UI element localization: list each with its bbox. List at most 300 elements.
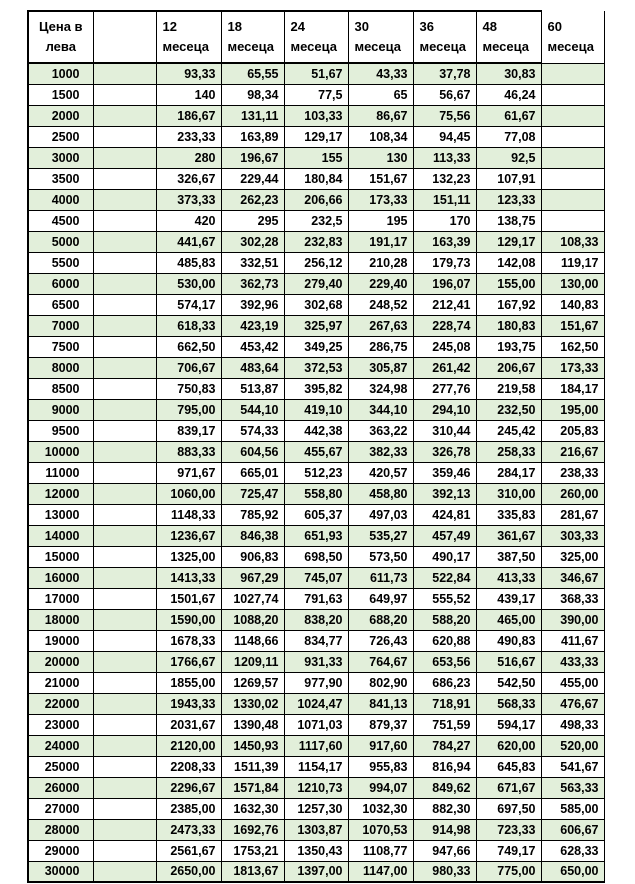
empty-cell [93,63,156,84]
empty-cell [93,546,156,567]
value-cell: 363,22 [348,420,413,441]
month-header-number: 30 [354,19,369,34]
empty-cell [93,525,156,546]
value-cell: 568,33 [476,693,541,714]
table-row [28,819,604,840]
table-row [28,546,604,567]
price-cell: 3500 [28,168,93,189]
empty-cell [93,861,156,882]
value-cell: 764,67 [348,651,413,672]
value-cell: 516,67 [476,651,541,672]
value-cell: 179,73 [413,252,476,273]
value-cell: 205,83 [541,420,604,441]
value-cell: 2650,00 [156,861,221,882]
value-cell: 228,74 [413,315,476,336]
price-cell: 8000 [28,357,93,378]
value-cell: 665,01 [221,462,284,483]
table-row [28,798,604,819]
value-cell: 1257,30 [284,798,348,819]
value-cell: 883,33 [156,441,221,462]
table-row [28,231,604,252]
price-cell: 25000 [28,756,93,777]
price-cell: 3000 [28,147,93,168]
value-cell: 498,33 [541,714,604,735]
price-cell: 21000 [28,672,93,693]
empty-cell [93,210,156,231]
value-cell: 420,57 [348,462,413,483]
value-cell: 332,51 [221,252,284,273]
table-row [28,693,604,714]
value-cell: 686,23 [413,672,476,693]
month-header-number: 36 [419,19,434,34]
empty-cell [93,84,156,105]
empty-cell [93,567,156,588]
value-cell: 1209,11 [221,651,284,672]
value-cell: 392,13 [413,483,476,504]
value-cell: 795,00 [156,399,221,420]
value-cell: 258,33 [476,441,541,462]
value-cell: 1148,33 [156,504,221,525]
month-header-number: 48 [482,19,497,34]
empty-cell [93,777,156,798]
value-cell: 310,00 [476,483,541,504]
value-cell: 138,75 [476,210,541,231]
price-cell: 16000 [28,567,93,588]
value-cell: 1147,00 [348,861,413,882]
empty-cell [93,483,156,504]
value-cell: 802,90 [348,672,413,693]
value-cell: 361,67 [476,525,541,546]
empty-cell [93,651,156,672]
value-cell: 130,00 [541,273,604,294]
table-row [28,147,604,168]
value-cell: 302,28 [221,231,284,252]
installment-table-container [27,10,605,883]
value-cell: 107,91 [476,168,541,189]
value-cell: 879,37 [348,714,413,735]
value-cell: 326,78 [413,441,476,462]
table-row [28,441,604,462]
value-cell: 2561,67 [156,840,221,861]
value-cell: 1148,66 [221,630,284,651]
price-cell: 8500 [28,378,93,399]
price-cell: 1000 [28,63,93,84]
value-cell: 535,27 [348,525,413,546]
value-cell: 1032,30 [348,798,413,819]
value-cell: 441,67 [156,231,221,252]
price-cell: 24000 [28,735,93,756]
empty-cell [93,168,156,189]
price-cell: 5500 [28,252,93,273]
value-cell: 1325,00 [156,546,221,567]
value-cell: 424,81 [413,504,476,525]
table-row [28,420,604,441]
value-cell: 841,13 [348,693,413,714]
table-row [28,651,604,672]
empty-cell [93,672,156,693]
value-cell: 196,67 [221,147,284,168]
price-header-line1: Цена в [38,19,83,34]
value-cell: 816,94 [413,756,476,777]
value-cell: 419,10 [284,399,348,420]
value-cell [541,105,604,126]
value-cell [541,126,604,147]
value-cell: 1501,67 [156,588,221,609]
value-cell: 75,56 [413,105,476,126]
value-cell: 645,83 [476,756,541,777]
value-cell: 368,33 [541,588,604,609]
empty-cell [93,126,156,147]
month-header-unit: месеца [482,39,530,54]
value-cell: 131,11 [221,105,284,126]
price-cell: 9500 [28,420,93,441]
value-cell: 662,50 [156,336,221,357]
value-cell: 2208,33 [156,756,221,777]
value-cell: 191,17 [348,231,413,252]
value-cell: 56,67 [413,84,476,105]
value-cell: 346,67 [541,567,604,588]
value-cell: 605,37 [284,504,348,525]
value-cell: 362,73 [221,273,284,294]
value-cell: 232,83 [284,231,348,252]
value-cell: 262,23 [221,189,284,210]
value-cell: 520,00 [541,735,604,756]
value-cell: 387,50 [476,546,541,567]
value-cell: 43,33 [348,63,413,84]
value-cell: 411,67 [541,630,604,651]
value-cell: 373,33 [156,189,221,210]
value-cell: 93,33 [156,63,221,84]
value-cell: 195 [348,210,413,231]
value-cell: 108,33 [541,231,604,252]
month-header-unit: месеца [419,39,467,54]
table-row [28,189,604,210]
value-cell: 1766,67 [156,651,221,672]
value-cell: 914,98 [413,819,476,840]
value-cell: 706,67 [156,357,221,378]
empty-cell [93,315,156,336]
value-cell: 279,40 [284,273,348,294]
value-cell: 585,00 [541,798,604,819]
empty-cell [93,399,156,420]
empty-cell [93,588,156,609]
value-cell: 785,92 [221,504,284,525]
month-header-number: 60 [547,18,562,34]
value-cell: 723,33 [476,819,541,840]
price-cell: 28000 [28,819,93,840]
value-cell: 248,52 [348,294,413,315]
month-column-header [413,11,476,63]
value-cell: 2031,67 [156,714,221,735]
value-cell: 390,00 [541,609,604,630]
month-column-header [156,11,221,63]
value-cell: 65 [348,84,413,105]
table-row [28,777,604,798]
empty-cell [93,840,156,861]
value-cell: 232,5 [284,210,348,231]
value-cell: 784,27 [413,735,476,756]
value-cell: 588,20 [413,609,476,630]
value-cell: 151,11 [413,189,476,210]
value-cell: 119,17 [541,252,604,273]
value-cell [541,210,604,231]
value-cell: 455,00 [541,672,604,693]
empty-cell [93,105,156,126]
value-cell: 541,67 [541,756,604,777]
value-cell: 1071,03 [284,714,348,735]
value-cell [541,189,604,210]
value-cell: 2385,00 [156,798,221,819]
value-cell: 37,78 [413,63,476,84]
value-cell: 490,17 [413,546,476,567]
value-cell: 439,17 [476,588,541,609]
value-cell: 555,52 [413,588,476,609]
value-cell: 173,33 [541,357,604,378]
table-row [28,399,604,420]
price-cell: 29000 [28,840,93,861]
value-cell: 1632,30 [221,798,284,819]
price-installment-table [27,10,605,883]
price-cell: 4500 [28,210,93,231]
value-cell: 140,83 [541,294,604,315]
table-row [28,630,604,651]
value-cell: 649,97 [348,588,413,609]
value-cell: 140 [156,84,221,105]
table-row [28,504,604,525]
value-cell: 653,56 [413,651,476,672]
price-cell: 6500 [28,294,93,315]
price-cell: 11000 [28,462,93,483]
value-cell: 155,00 [476,273,541,294]
value-cell: 1813,67 [221,861,284,882]
value-cell: 1070,53 [348,819,413,840]
value-cell: 750,83 [156,378,221,399]
price-cell: 30000 [28,861,93,882]
value-cell: 433,33 [541,651,604,672]
value-cell: 671,67 [476,777,541,798]
value-cell: 606,67 [541,819,604,840]
value-cell: 310,44 [413,420,476,441]
value-cell: 344,10 [348,399,413,420]
value-cell: 1024,47 [284,693,348,714]
value-cell: 458,80 [348,483,413,504]
value-cell: 184,17 [541,378,604,399]
value-cell: 284,17 [476,462,541,483]
value-cell: 1154,17 [284,756,348,777]
empty-cell [93,462,156,483]
value-cell: 697,50 [476,798,541,819]
value-cell: 325,00 [541,546,604,567]
table-header [28,11,604,63]
value-cell: 123,33 [476,189,541,210]
value-cell: 51,67 [284,63,348,84]
value-cell: 574,17 [156,294,221,315]
value-cell: 261,42 [413,357,476,378]
value-cell: 86,67 [348,105,413,126]
table-row [28,861,604,882]
price-cell: 13000 [28,504,93,525]
value-cell: 303,33 [541,525,604,546]
value-cell: 1943,33 [156,693,221,714]
value-cell: 295 [221,210,284,231]
value-cell: 206,67 [476,357,541,378]
value-cell: 1450,93 [221,735,284,756]
price-cell: 4000 [28,189,93,210]
value-cell: 2120,00 [156,735,221,756]
table-body [28,63,604,882]
value-cell: 749,17 [476,840,541,861]
value-cell: 256,12 [284,252,348,273]
price-cell: 7000 [28,315,93,336]
table-row [28,462,604,483]
value-cell: 281,67 [541,504,604,525]
value-cell: 260,00 [541,483,604,504]
price-cell: 20000 [28,651,93,672]
value-cell: 129,17 [284,126,348,147]
value-cell: 395,82 [284,378,348,399]
value-cell: 849,62 [413,777,476,798]
value-cell: 94,45 [413,126,476,147]
value-cell: 838,20 [284,609,348,630]
empty-cell [93,504,156,525]
value-cell: 542,50 [476,672,541,693]
value-cell: 196,07 [413,273,476,294]
value-cell: 163,39 [413,231,476,252]
empty-cell [93,378,156,399]
value-cell: 1350,43 [284,840,348,861]
value-cell: 392,96 [221,294,284,315]
value-cell: 219,58 [476,378,541,399]
value-cell: 453,42 [221,336,284,357]
value-cell: 2473,33 [156,819,221,840]
table-row [28,294,604,315]
value-cell: 77,08 [476,126,541,147]
price-cell: 10000 [28,441,93,462]
value-cell: 193,75 [476,336,541,357]
value-cell: 1692,76 [221,819,284,840]
empty-column-header [93,11,156,63]
value-cell: 563,33 [541,777,604,798]
value-cell: 212,41 [413,294,476,315]
value-cell: 530,00 [156,273,221,294]
value-cell: 195,00 [541,399,604,420]
value-cell: 917,60 [348,735,413,756]
price-cell: 7500 [28,336,93,357]
value-cell: 971,67 [156,462,221,483]
value-cell: 238,33 [541,462,604,483]
table-row [28,672,604,693]
value-cell: 382,33 [348,441,413,462]
value-cell: 1269,57 [221,672,284,693]
value-cell: 483,64 [221,357,284,378]
value-cell: 1678,33 [156,630,221,651]
value-cell: 650,00 [541,861,604,882]
value-cell: 522,84 [413,567,476,588]
value-cell: 155 [284,147,348,168]
table-row [28,483,604,504]
empty-cell [93,420,156,441]
empty-cell [93,693,156,714]
value-cell: 573,50 [348,546,413,567]
value-cell: 326,67 [156,168,221,189]
table-row [28,252,604,273]
price-cell: 18000 [28,609,93,630]
table-row [28,273,604,294]
table-row [28,567,604,588]
value-cell: 497,03 [348,504,413,525]
table-row [28,588,604,609]
value-cell: 305,87 [348,357,413,378]
header-row [28,11,604,63]
empty-cell [93,252,156,273]
month-header-unit: месеца [547,38,595,54]
value-cell: 302,68 [284,294,348,315]
value-cell: 142,08 [476,252,541,273]
price-cell: 27000 [28,798,93,819]
value-cell: 465,00 [476,609,541,630]
price-cell: 22000 [28,693,93,714]
price-column-header [28,11,93,63]
value-cell: 1060,00 [156,483,221,504]
value-cell: 980,33 [413,861,476,882]
value-cell: 210,28 [348,252,413,273]
value-cell: 46,24 [476,84,541,105]
value-cell: 512,23 [284,462,348,483]
value-cell: 113,33 [413,147,476,168]
value-cell: 994,07 [348,777,413,798]
value-cell: 325,97 [284,315,348,336]
table-row [28,756,604,777]
month-column-header [221,11,284,63]
price-cell: 19000 [28,630,93,651]
price-cell: 17000 [28,588,93,609]
empty-cell [93,714,156,735]
value-cell: 791,63 [284,588,348,609]
value-cell: 151,67 [541,315,604,336]
table-row [28,714,604,735]
value-cell: 1855,00 [156,672,221,693]
value-cell: 651,93 [284,525,348,546]
empty-cell [93,273,156,294]
empty-cell [93,609,156,630]
value-cell: 906,83 [221,546,284,567]
value-cell: 476,67 [541,693,604,714]
month-header-unit: месеца [290,39,338,54]
price-cell: 5000 [28,231,93,252]
value-cell: 186,67 [156,105,221,126]
value-cell: 967,29 [221,567,284,588]
value-cell: 229,40 [348,273,413,294]
value-cell: 324,98 [348,378,413,399]
price-cell: 23000 [28,714,93,735]
value-cell: 61,67 [476,105,541,126]
value-cell [541,63,604,84]
table-row [28,315,604,336]
value-cell: 1117,60 [284,735,348,756]
value-cell: 359,46 [413,462,476,483]
value-cell: 423,19 [221,315,284,336]
value-cell: 1413,33 [156,567,221,588]
value-cell: 180,83 [476,315,541,336]
value-cell: 30,83 [476,63,541,84]
value-cell: 455,67 [284,441,348,462]
value-cell: 1390,48 [221,714,284,735]
table-row [28,840,604,861]
empty-cell [93,336,156,357]
table-row [28,609,604,630]
price-cell: 14000 [28,525,93,546]
value-cell: 839,17 [156,420,221,441]
